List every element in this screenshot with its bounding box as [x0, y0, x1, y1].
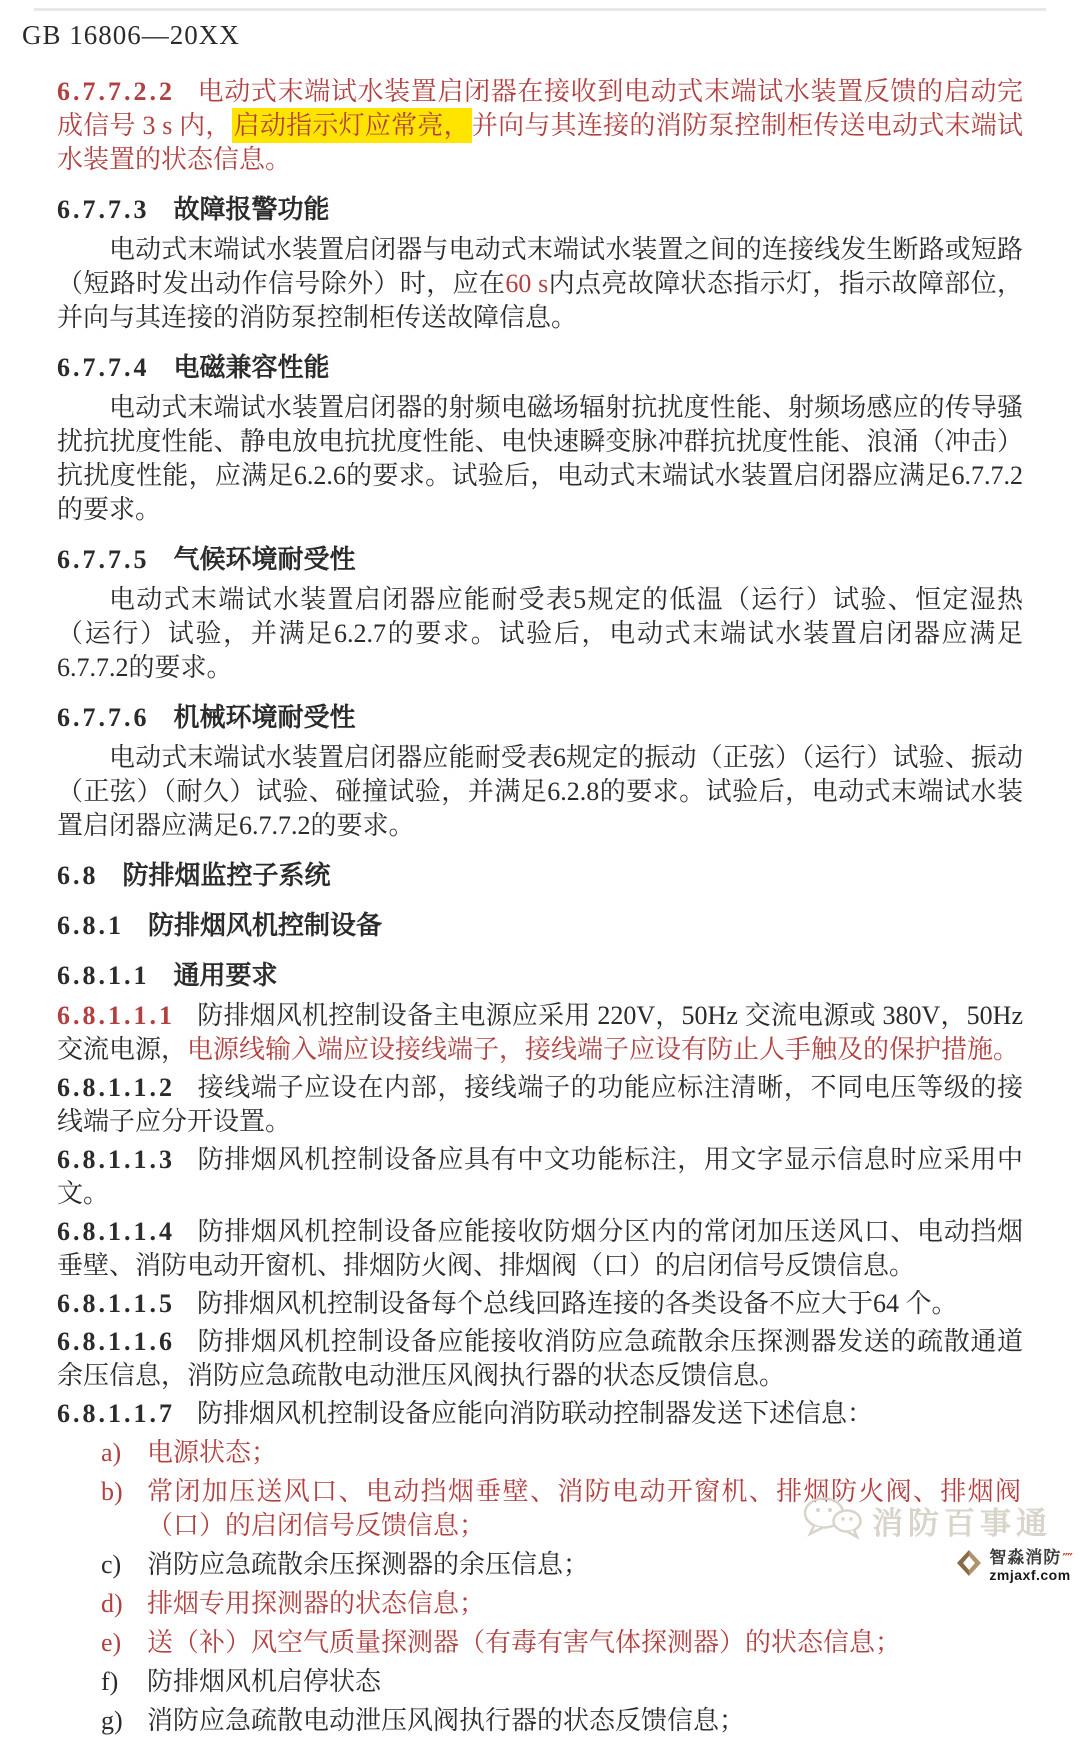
item-letter: f): [101, 1667, 119, 1696]
list-item-c: [57, 1548, 1023, 1582]
clause-number: 6.8.1.1.4: [57, 1217, 175, 1246]
document-body: [0, 51, 1080, 1738]
clause-6.8.1.1.4: [57, 1215, 1023, 1283]
clause-number: 6.7.7.2.2: [57, 77, 175, 106]
heading-number: 6.8.1.1: [57, 961, 150, 990]
clause-6.7.7.2.2: [57, 75, 1023, 177]
clause-number: 6.8.1.1.3: [57, 1145, 175, 1174]
heading-title: 电磁兼容性能: [173, 353, 330, 382]
heading-number: 6.7.7.4: [57, 353, 150, 382]
heading-6.7.7.6: [57, 701, 1023, 735]
item-letter: g): [101, 1706, 123, 1735]
item-letter: d): [101, 1589, 123, 1618]
clause-number: 6.8.1.1.1: [57, 1001, 175, 1030]
item-letter: c): [101, 1550, 122, 1579]
brand-domain: zmjaxf.com: [989, 1567, 1071, 1583]
watermark-text: 消防百事通: [872, 1506, 1052, 1541]
heading-6.8: [57, 859, 1023, 893]
clause-text: 电动式末端试水装置启闭器在接收到电动式末端试水装置反馈的启动完成信号 3 s 内，: [57, 77, 1023, 140]
brand-name: 智淼消防⁗: [989, 1548, 1074, 1567]
clause-number: 6.8.1.1.7: [57, 1399, 175, 1428]
item-letter: e): [101, 1628, 122, 1657]
heading-title: 故障报警功能: [173, 195, 330, 224]
diamond-logo-icon: [954, 1548, 984, 1583]
clause-6.8.1.1.5: [57, 1287, 1023, 1321]
heading-title: 防排烟监控子系统: [122, 861, 331, 890]
heading-6.7.7.4: [57, 351, 1023, 385]
list-item-a: [57, 1436, 1023, 1470]
clause-red-text: 电源线输入端应设接线端子，接线端子应设有防止人手触及的保护措施。: [187, 1035, 1020, 1064]
heading-title: 气候环境耐受性: [173, 545, 356, 574]
heading-title: 通用要求: [173, 961, 278, 990]
clause-number: 6.8.1.1.5: [57, 1289, 175, 1318]
heading-6.7.7.5: [57, 543, 1023, 577]
paragraph-text: 内点亮故障状态指示灯，指示故障部位，并向与其连接的消防泵控制柜传送故障信息。: [57, 269, 1023, 332]
clause-6.8.1.1.3: [57, 1143, 1023, 1211]
item-text: 消防应急疏散电动泄压风阀执行器的状态反馈信息；: [147, 1706, 746, 1735]
item-text: 电源状态；: [147, 1438, 278, 1467]
heading-6.8.1.1: [57, 959, 1023, 993]
paragraph-6.7.7.5: 电动式末端试水装置启闭器应能耐受表5规定的低温（运行）试验、恒定湿热（运行）试验，并满足6.2.7的要求。试验后，电动式末端试水装置启闭器应满足6.7.7.2的要求。: [57, 585, 1023, 682]
wechat-bubbles-icon: [802, 1496, 864, 1545]
clause-6.8.1.1.2: [57, 1071, 1023, 1139]
watermark: [802, 1496, 1052, 1545]
clause-6.8.1.1.6: [57, 1325, 1023, 1393]
paragraph-6.7.7.6: 电动式末端试水装置启闭器应能耐受表6规定的振动（正弦）（运行）试验、振动（正弦）（耐久）试验、碰撞试验，并满足6.2.8的要求。试验后，电动式末端试水装置启闭器应满足6.7.7.2的要求。: [57, 743, 1023, 840]
paragraph-text: 电动式末端试水装置启闭器与电动式末端试水装置之间的连接线发生断路或短路（短路时发出动作信号除外）时，应在: [57, 235, 1023, 298]
item-text: 送（补）风空气质量探测器（有毒有害气体探测器）的状态信息；: [147, 1628, 902, 1657]
flame-mark-icon: ⁗: [1062, 1551, 1074, 1566]
list-item-f: [57, 1665, 1023, 1699]
scan-artifact-line: [34, 8, 1046, 11]
list-item-e: [57, 1626, 1023, 1660]
paragraph-6.7.7.4: 电动式末端试水装置启闭器的射频电磁场辐射抗扰度性能、射频场感应的传导骚扰抗扰度性能、静电放电抗扰度性能、电快速瞬变脉冲群抗扰度性能、浪涌（冲击）抗扰度性能，应满足6.2.6的要求。试验后，电动式末端试水装置启闭器应满足6.7.7.2的要求。: [57, 393, 1023, 524]
list-item-d: [57, 1587, 1023, 1621]
clause-number: 6.8.1.1.6: [57, 1327, 175, 1356]
clause-text: 防排烟风机控制设备应具有中文功能标注，用文字显示信息时应采用中文。: [57, 1145, 1023, 1208]
heading-6.7.7.3: [57, 193, 1023, 227]
paragraph-red-value: 60 s: [505, 269, 549, 298]
clause-text: 防排烟风机控制设备应能接收消防应急疏散余压探测器发送的疏散通道余压信息，消防应急疏散电动泄压风阀执行器的状态反馈信息。: [57, 1327, 1023, 1390]
list-item-g: [57, 1704, 1023, 1738]
heading-title: 机械环境耐受性: [173, 703, 356, 732]
heading-number: 6.7.7.6: [57, 703, 150, 732]
item-text: 消防应急疏散余压探测器的余压信息；: [147, 1550, 590, 1579]
clause-text: 防排烟风机控制设备应能向消防联动控制器发送下述信息：: [197, 1399, 874, 1428]
item-letter: a): [101, 1438, 122, 1467]
clause-6.8.1.1.7: [57, 1397, 1023, 1431]
heading-6.8.1: [57, 909, 1023, 943]
heading-number: 6.8.1: [57, 911, 124, 940]
paragraph-6.7.7.3: [57, 233, 1023, 335]
clause-text: 并向与其连接的消防泵控制柜传送电动式末端试水装置的状态信息。: [57, 111, 1023, 174]
brand-logo: [954, 1548, 1074, 1583]
clause-text: 防排烟风机控制设备主电源应采用 220V，50Hz 交流电源或 380V，50Hz 交流电源，: [57, 1001, 1023, 1064]
item-text: 排烟专用探测器的状态信息；: [147, 1589, 486, 1618]
clause-number: 6.8.1.1.2: [57, 1073, 175, 1102]
highlighted-text: 启动指示灯应常亮，: [232, 108, 472, 143]
brand-text-block: [989, 1549, 1074, 1582]
clause-text: 防排烟风机控制设备应能接收防烟分区内的常闭加压送风口、电动挡烟垂壁、消防电动开窗机、排烟防火阀、排烟阀（口）的启闭信号反馈信息。: [57, 1217, 1023, 1280]
clause-text: 接线端子应设在内部，接线端子的功能应标注清晰，不同电压等级的接线端子应分开设置。: [57, 1073, 1023, 1136]
clause-6.8.1.1.1: [57, 999, 1023, 1067]
item-text: 防排烟风机启停状态: [147, 1667, 382, 1696]
heading-number: 6.7.7.5: [57, 545, 150, 574]
heading-number: 6.8: [57, 861, 99, 890]
item-letter: b): [101, 1477, 123, 1506]
heading-number: 6.7.7.3: [57, 195, 150, 224]
clause-text: 防排烟风机控制设备每个总线回路连接的各类设备不应大于64 个。: [197, 1289, 958, 1318]
item-text: 常闭加压送风口、电动挡烟垂壁、消防电动开窗机、排烟防火阀、排烟阀（口）的启闭信号反馈信息；: [147, 1477, 1021, 1540]
heading-title: 防排烟风机控制设备: [148, 911, 383, 940]
standard-number-header: GB 16806—20XX: [22, 20, 240, 50]
